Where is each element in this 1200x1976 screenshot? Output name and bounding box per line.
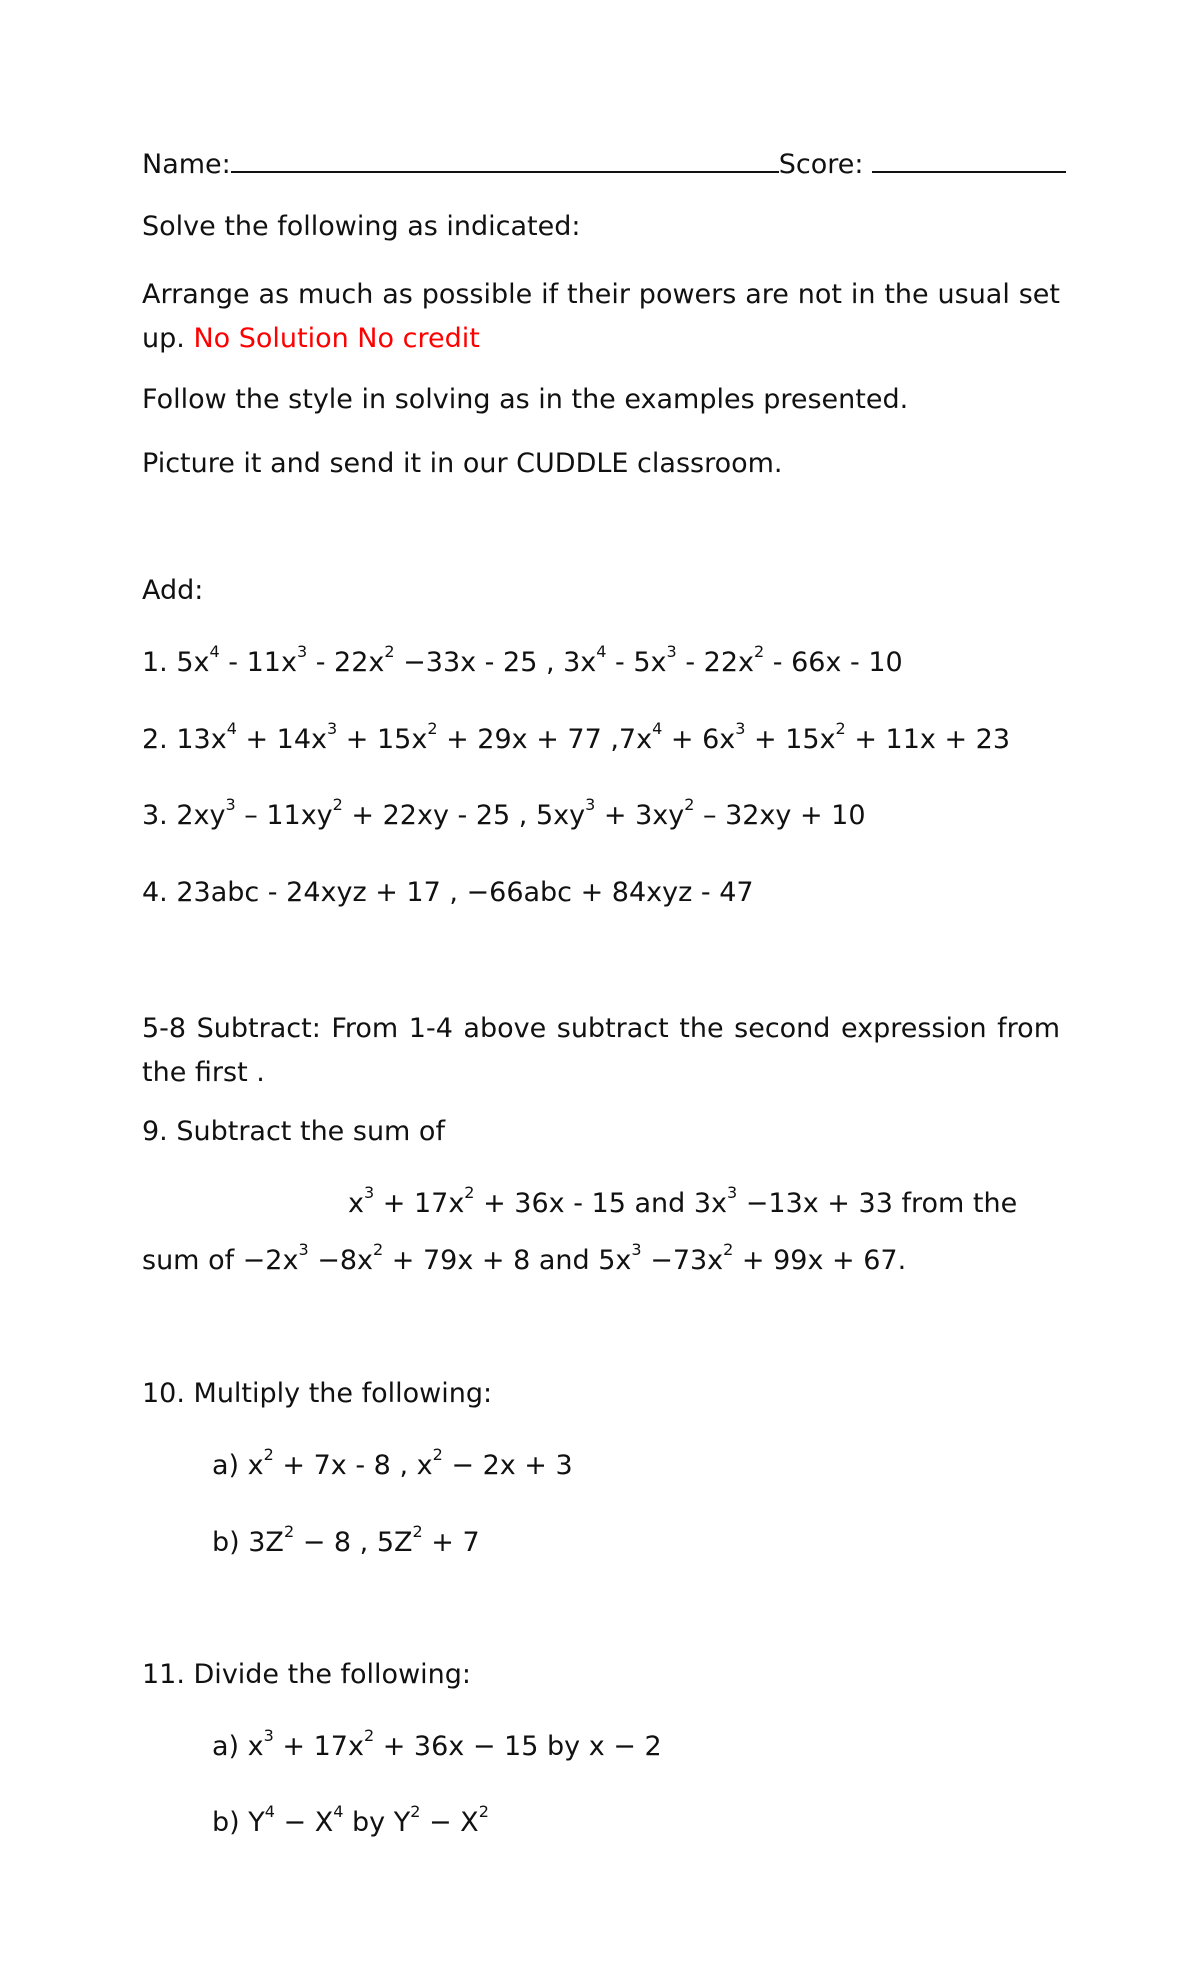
exponent: 2	[478, 1802, 489, 1821]
multiply-part-a	[212, 1445, 573, 1483]
exponent: 3	[631, 1240, 642, 1259]
exponent: 3	[298, 1240, 309, 1259]
instruction-arrange	[142, 273, 1060, 361]
exponent: 2	[835, 719, 846, 738]
expression-term: −8x	[308, 1245, 374, 1276]
divide-heading: 11. Divide the following:	[142, 1659, 471, 1690]
expression-term: + 17x	[273, 1731, 364, 1762]
instruction-arrange-text: Arrange as much as possible if their powers are not in the usual set up.	[142, 279, 1060, 354]
expression-term: 3. 2xy	[142, 800, 226, 831]
exponent: 2	[684, 795, 695, 814]
expression-term: - 5x	[606, 647, 667, 678]
name-label: Name:	[142, 149, 231, 180]
expression-term: + 17x	[374, 1188, 465, 1219]
exponent: 2	[723, 1240, 734, 1259]
expression-term: −73x	[641, 1245, 724, 1276]
multiply-heading: 10. Multiply the following:	[142, 1378, 493, 1409]
expression-term: + 11x + 23	[845, 724, 1011, 755]
name-blank	[231, 145, 779, 173]
expression-term: + 36x - 15 and 3x	[474, 1188, 727, 1219]
exponent: 2	[384, 642, 395, 661]
expression-term: 1. 5x	[142, 647, 210, 678]
instruction-follow-style: Follow the style in solving as in the examples presented.	[142, 384, 909, 415]
score-label: Score:	[778, 149, 864, 180]
expression-term: −13x + 33 from the	[737, 1188, 1018, 1219]
q9-expression-line2	[142, 1240, 907, 1278]
instruction-solve: Solve the following as indicated:	[142, 211, 581, 242]
exponent: 4	[652, 719, 663, 738]
exponent: 4	[264, 1802, 275, 1821]
multiply-part-b	[212, 1522, 480, 1560]
expression-term: + 36x − 15 by x − 2	[374, 1731, 662, 1762]
exponent: 2	[432, 1445, 443, 1464]
expression-term: – 11xy	[235, 800, 333, 831]
expression-term: −33x - 25 , 3x	[394, 647, 597, 678]
exponent: 3	[363, 1183, 375, 1202]
expression-term: - 22x	[676, 647, 754, 678]
exponent: 3	[585, 795, 596, 814]
divide-part-b	[212, 1802, 489, 1840]
score-blank	[872, 145, 1066, 173]
expression-term: – 32xy + 10	[694, 800, 866, 831]
add-problem	[142, 795, 866, 833]
add-problem	[142, 719, 1011, 757]
exponent: 3	[735, 719, 746, 738]
expression-term: + 6x	[662, 724, 736, 755]
no-solution-warning: No Solution No credit	[193, 323, 480, 354]
expression-term: sum of −2x	[142, 1245, 299, 1276]
expression-term: b) Y	[212, 1807, 265, 1838]
expression-term: 4. 23abc - 24xyz + 17 , −66abc + 84xyz - 47	[142, 877, 754, 908]
expression-term: - 11x	[219, 647, 297, 678]
add-problem	[142, 642, 903, 680]
expression-term: + 22xy - 25 , 5xy	[342, 800, 586, 831]
expression-term: + 15x	[745, 724, 836, 755]
expression-term: - 22x	[307, 647, 385, 678]
expression-term: b) 3Z	[212, 1527, 284, 1558]
expression-term: + 7	[422, 1527, 480, 1558]
expression-term: − X	[274, 1807, 334, 1838]
exponent: 2	[363, 1726, 375, 1745]
exponent: 2	[410, 1802, 421, 1821]
expression-term: + 99x + 67.	[733, 1245, 907, 1276]
expression-term: a) x	[212, 1450, 264, 1481]
exponent: 2	[373, 1240, 384, 1259]
expression-term: 2. 13x	[142, 724, 227, 755]
expression-term: − 2x + 3	[442, 1450, 573, 1481]
exponent: 3	[327, 719, 338, 738]
expression-term: + 15x	[337, 724, 428, 755]
exponent: 2	[263, 1445, 274, 1464]
add-problem	[142, 876, 754, 910]
expression-term: − X	[420, 1807, 479, 1838]
exponent: 2	[332, 795, 343, 814]
expression-term: + 29x + 77 ,7x	[437, 724, 653, 755]
header-line	[142, 145, 1066, 182]
exponent: 2	[753, 642, 765, 661]
expression-term: a) x	[212, 1731, 264, 1762]
expression-term: + 3xy	[595, 800, 685, 831]
expression-term: x	[348, 1188, 364, 1219]
add-heading: Add:	[142, 575, 204, 606]
expression-term: + 79x + 8 and 5x	[383, 1245, 632, 1276]
q9-expression-line1	[348, 1183, 1018, 1221]
expression-term: by Y	[343, 1807, 411, 1838]
exponent: 3	[225, 795, 236, 814]
exponent: 3	[727, 1183, 738, 1202]
instruction-picture-it: Picture it and send it in our CUDDLE classroom.	[142, 448, 783, 479]
q9-title: 9. Subtract the sum of	[142, 1116, 445, 1147]
exponent: 3	[296, 642, 308, 661]
expression-term: - 66x - 10	[764, 647, 903, 678]
expression-term: − 8 , 5Z	[294, 1527, 413, 1558]
exponent: 4	[209, 642, 220, 661]
exponent: 2	[464, 1183, 475, 1202]
subtract-instruction: 5-8 Subtract: From 1-4 above subtract the second expression from the first .	[142, 1013, 1060, 1088]
expression-term: + 14x	[236, 724, 327, 755]
expression-term: + 7x - 8 , x	[273, 1450, 433, 1481]
exponent: 2	[283, 1522, 295, 1541]
exponent: 2	[427, 719, 438, 738]
exponent: 2	[412, 1522, 423, 1541]
exponent: 3	[666, 642, 677, 661]
exponent: 4	[333, 1802, 344, 1821]
exponent: 4	[596, 642, 607, 661]
exponent: 4	[226, 719, 237, 738]
divide-part-a	[212, 1726, 662, 1764]
exponent: 3	[263, 1726, 274, 1745]
